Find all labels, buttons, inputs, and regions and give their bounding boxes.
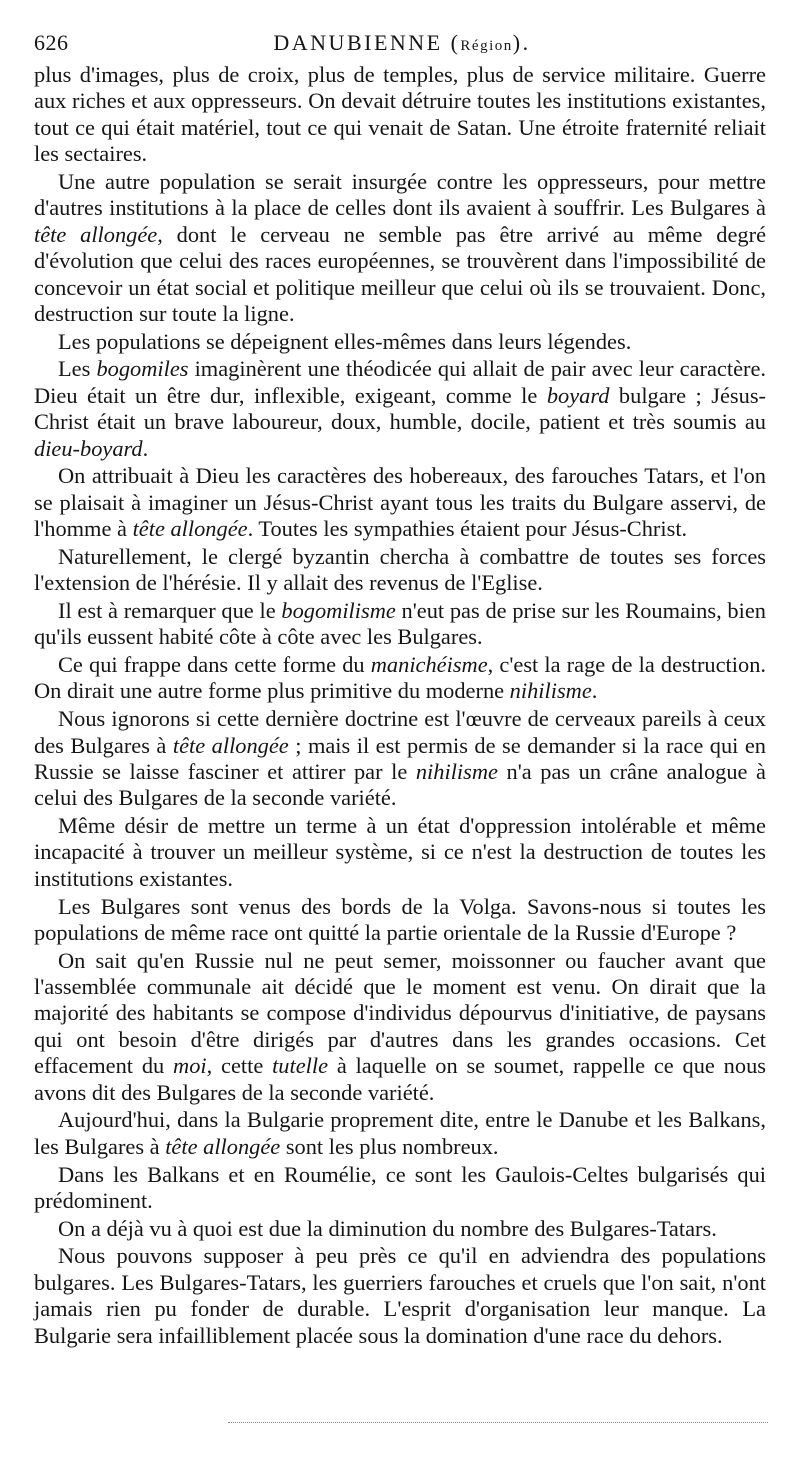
paragraph bbox=[34, 169, 766, 327]
body-text bbox=[34, 62, 766, 1350]
italic-term: tête allongée bbox=[34, 221, 158, 247]
paragraph-text: Une autre population se serait insurgée contre les oppresseurs, pour mettre d'autres institutions à la place de celles dont ils avaient à souffrir. Les Bulgares à bbox=[34, 168, 766, 221]
running-title-section: Région bbox=[460, 38, 513, 54]
paragraph-text: On sait qu'en Russie nul ne peut semer, moissonner ou faucher avant que l'assemblée communale ait décidé que le moment est venu. On dirait que la majorité des habitants se compose d'individus dépourvus d'initiative, de paysans qui ont besoin d'être dirigés par d'autres dans les grandes occasions. Cet effacement du bbox=[34, 947, 766, 1079]
paragraph-text: à laquelle on se soumet, rappelle ce que nous avons dit des Bulgares de la seconde variété. bbox=[34, 1053, 766, 1105]
paragraph bbox=[34, 706, 766, 812]
paragraph bbox=[34, 329, 766, 355]
italic-term: tête allongée bbox=[172, 732, 289, 758]
paragraph-text: Dans les Balkans et en Roumélie, ce sont les Gaulois-Celtes bulgarisés qui prédominent. bbox=[34, 1161, 766, 1213]
paragraph bbox=[34, 1162, 766, 1215]
page-number: 626 bbox=[34, 30, 69, 55]
paragraph bbox=[34, 894, 766, 947]
paragraph-text: Naturellement, le clergé byzantin chercha à combattre de toutes ses forces l'extension de l'hérésie. Il y allait des revenus de l'Eglise. bbox=[34, 543, 766, 596]
paragraph-text: imaginèrent une théodicée qui allait de pair avec leur caractère. Dieu était un être dur, inflexible, exigeant, comme le bbox=[34, 356, 766, 408]
italic-term: nihilisme bbox=[509, 678, 592, 704]
italic-term: nihilisme bbox=[415, 758, 498, 784]
paragraph-text: bulgare ; Jésus-Christ était un brave laboureur, doux, humble, docile, patient et très soumis au bbox=[34, 382, 766, 435]
paragraph-text: Aujourd'hui, dans la Bulgarie proprement dite, entre le Danube et les Balkans, les Bulgares à bbox=[34, 1107, 766, 1159]
paragraph bbox=[34, 1243, 766, 1349]
paragraph bbox=[34, 356, 766, 462]
italic-term: bogomiles bbox=[96, 356, 189, 382]
paragraph-text: Les bbox=[58, 356, 97, 382]
paragraph-text: Ce qui frappe dans cette forme du bbox=[58, 652, 371, 678]
running-title: DANUBIENNE (Région). bbox=[273, 30, 531, 55]
paragraph-text: ; mais il est permis de se demander si la race qui en Russie se laisse fasciner et attirer par le bbox=[34, 732, 767, 784]
paragraph bbox=[34, 652, 766, 705]
paragraph bbox=[34, 463, 766, 542]
paragraph-text: . bbox=[591, 678, 598, 704]
paragraph bbox=[34, 62, 766, 168]
italic-term: tutelle bbox=[272, 1053, 329, 1079]
paragraph-text: Nous pouvons supposer à peu près ce qu'il en adviendra des populations bulgares. Les Bulgares-Tatars, les guerriers farouches et cruels que l'on sait, n'ont jamais rien pu fonder de durable. L'esprit d'organisation leur manque. La Bulgarie sera infailliblement placée sous la domination d'une race du dehors. bbox=[34, 1243, 766, 1348]
paragraph-text: Nous ignorons si cette dernière doctrine est l'œuvre de cerveaux pareils à ceux des Bulgares à bbox=[34, 706, 766, 758]
paragraph-text: , cette bbox=[206, 1053, 273, 1079]
italic-term: tête allongée bbox=[132, 516, 248, 542]
paragraph bbox=[34, 598, 766, 651]
paragraph bbox=[34, 544, 766, 597]
paragraph-text: On attribuait à Dieu les caractères des hobereaux, des farouches Tatars, et l'on se plaisait à imaginer un Jésus-Christ ayant tous les traits du Bulgare asservi, de l'homme à bbox=[34, 463, 766, 542]
italic-term: manichéisme bbox=[370, 652, 488, 678]
paragraph-text: . bbox=[142, 435, 149, 461]
paragraph-text: n'eut pas de prise sur les Roumains, bien qu'ils eussent habité côte à côte avec les Bulgares. bbox=[34, 597, 766, 650]
paragraph-text: On a déjà vu à quoi est due la diminution du nombre des Bulgares-Tatars. bbox=[58, 1215, 717, 1241]
paragraph-text: sont les plus nombreux. bbox=[280, 1133, 499, 1159]
paragraph-text: Même désir de mettre un terme à un état d'oppression intolérable et même incapacité à trouver un meilleur système, si ce n'est la destruction de toutes les institutions existantes. bbox=[34, 813, 766, 891]
paragraph bbox=[34, 948, 766, 1106]
italic-term: boyard bbox=[546, 382, 610, 408]
paragraph bbox=[34, 813, 766, 892]
paragraph bbox=[34, 1216, 766, 1242]
paragraph-text: , dont le cerveau ne semble pas être arrivé au même degré d'évolution que celui des races européennes, se trouvèrent dans l'impossibilité de concevoir un état social et politique meilleur que celui où ils se trouvaient. Donc, destruction sur toute la ligne. bbox=[34, 221, 767, 326]
running-title-main: DANUBIENNE bbox=[273, 30, 443, 55]
paragraph-text: Les Bulgares sont venus des bords de la Volga. Savons-nous si toutes les populations de même race ont quitté la partie orientale de la Russie d'Europe ? bbox=[34, 893, 766, 945]
footer-rule bbox=[228, 1422, 768, 1423]
paragraph-text: . Toutes les sympathies étaient pour Jésus-Christ. bbox=[247, 516, 688, 542]
italic-term: dieu-boyard bbox=[34, 435, 143, 461]
italic-term: moi bbox=[173, 1053, 207, 1079]
paragraph-text: n'a pas un crâne analogue à celui des Bulgares de la seconde variété. bbox=[34, 758, 766, 811]
paragraph-text: Il est à remarquer que le bbox=[58, 597, 282, 623]
paragraph-text: Les populations se dépeignent elles-mêmes dans leurs légendes. bbox=[58, 328, 632, 354]
running-header bbox=[34, 30, 770, 64]
paragraph-text: , c'est la rage de la destruction. On dirait une autre forme plus primitive du moderne bbox=[34, 652, 766, 704]
paragraph bbox=[34, 1107, 766, 1160]
italic-term: bogomilisme bbox=[281, 597, 396, 623]
italic-term: tête allongée bbox=[165, 1133, 281, 1159]
paragraph-text: plus d'images, plus de croix, plus de temples, plus de service militaire. Guerre aux riches et aux oppresseurs. On devait détruire toutes les institutions existantes, tout ce qui était matériel, tout ce qui venait de Satan. Une étroite fraternité reliait les sectaires. bbox=[34, 62, 766, 167]
